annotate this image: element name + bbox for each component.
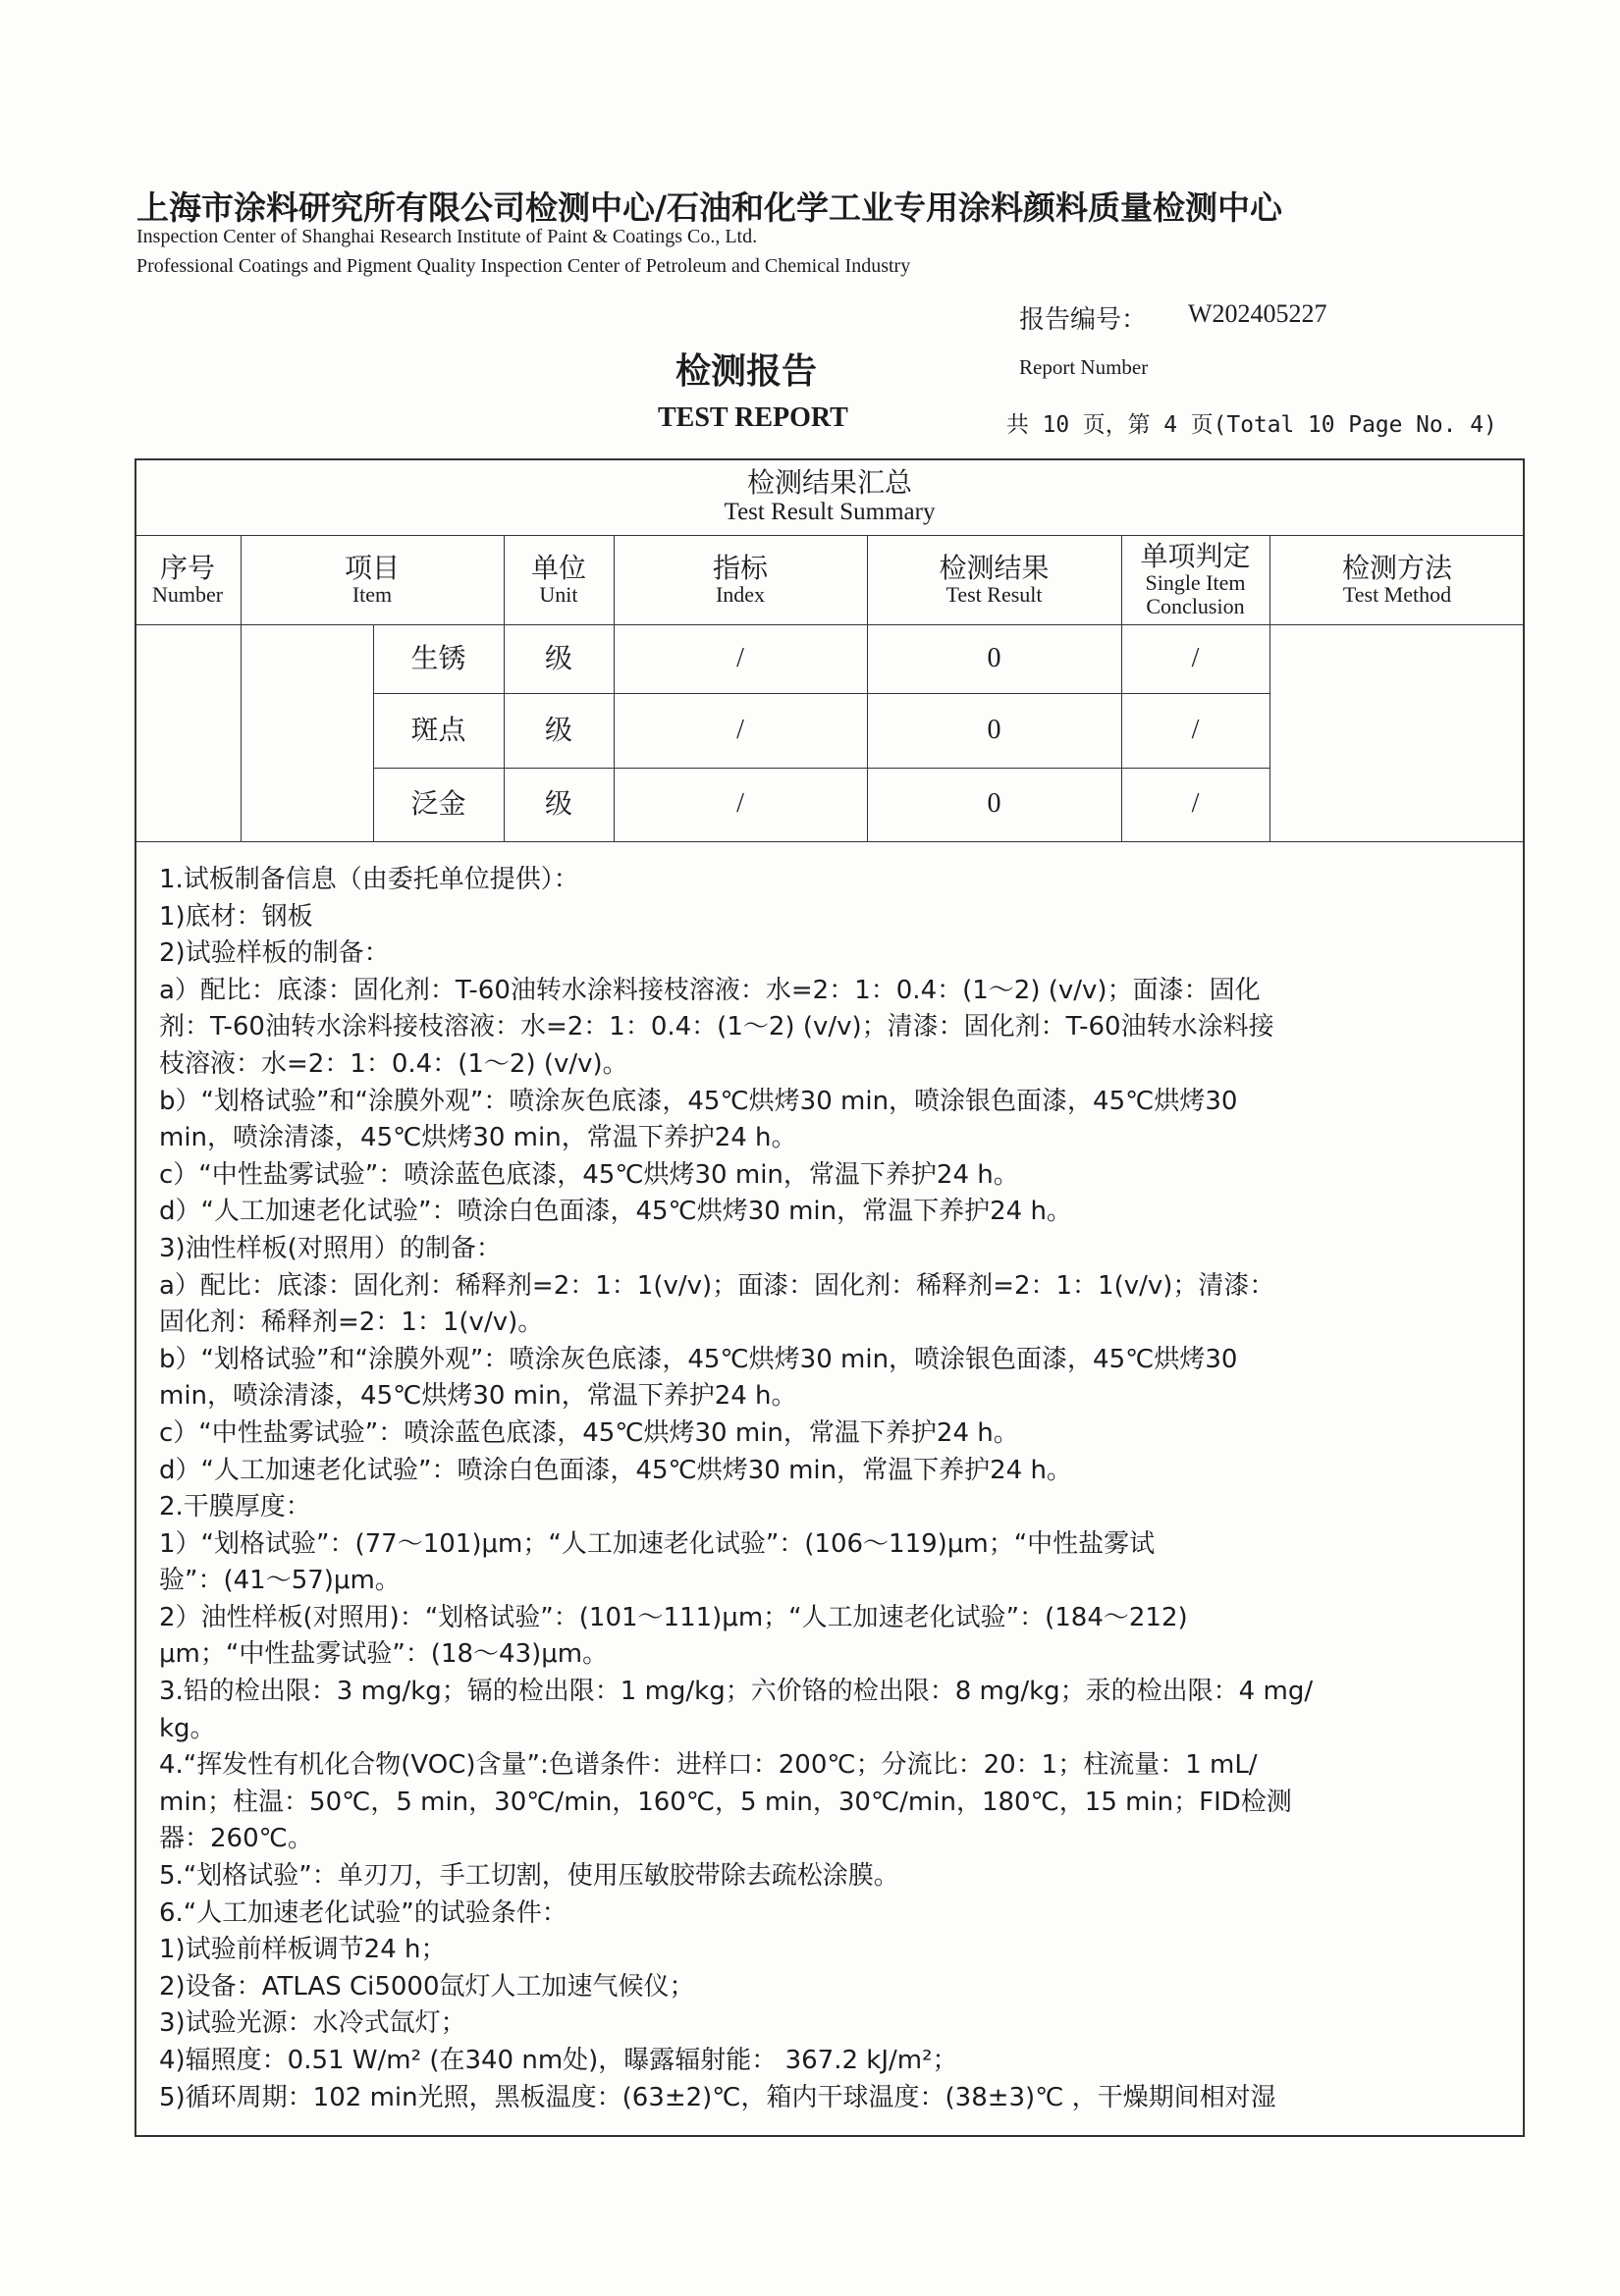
report-number-value: W202405227 — [1188, 299, 1327, 328]
column-header-cn: 单位 — [530, 551, 586, 584]
column-header-number — [135, 535, 241, 624]
note-line: 2)试验样板的制备： — [159, 938, 390, 969]
organization-name-cn: 上海市涂料研究所有限公司检测中心/石油和化学工业专用涂料颜料质量检测中心 — [136, 188, 1283, 227]
column-header-en: Test Result — [945, 581, 1043, 607]
note-line: c）“中性盐雾试验”：喷涂蓝色底漆，45℃烘烤30 min，常温下养护24 h。 — [159, 1159, 1019, 1190]
note-line: 3)油性样板(对照用）的制备： — [159, 1233, 502, 1263]
note-line: 验”：(41～57)μm。 — [159, 1566, 401, 1596]
note-line: b）“划格试验”和“涂膜外观”：喷涂灰色底漆，45℃烘烤30 min，喷涂银色面漆，45℃烘烤30 — [159, 1086, 1238, 1116]
table-cell-result: 0 — [987, 714, 1001, 745]
page-info: 共 10 页，第 4 页(Total 10 Page No. 4) — [1006, 412, 1497, 438]
column-header-en: Unit — [539, 581, 578, 607]
note-line: 3)试验光源：水冷式氙灯； — [159, 2008, 466, 2039]
note-line: 枝溶液：水=2：1：0.4：(1～2) (v/v)。 — [159, 1048, 628, 1079]
table-cell-result: 0 — [987, 642, 1001, 673]
column-header-cn: 单项判定 — [1140, 539, 1251, 572]
note-line: b）“划格试验”和“涂膜外观”：喷涂灰色底漆，45℃烘烤30 min，喷涂银色面漆，45℃烘烤30 — [159, 1344, 1238, 1374]
report-number-label-en: Report Number — [1019, 355, 1149, 379]
column-header-en: Single Item — [1145, 569, 1246, 595]
column-header-cn: 检测方法 — [1341, 551, 1452, 584]
table-cell-conclusion: / — [1191, 642, 1200, 673]
column-header-test-result — [867, 535, 1121, 624]
test-notes — [159, 862, 1514, 2116]
column-header-item — [241, 535, 504, 624]
note-line: a）配比：底漆：固化剂：T-60油转水涂料接枝溶液：水=2：1：0.4：(1～2) (v/v)；面漆：固化 — [159, 975, 1261, 1005]
table-cell-result: 0 — [987, 788, 1001, 820]
report-number-label: 报告编号： — [1019, 305, 1148, 335]
column-header-cn: 序号 — [159, 551, 215, 584]
note-line: min，喷涂清漆，45℃烘烤30 min，常温下养护24 h。 — [159, 1381, 797, 1412]
column-header-cn: 项目 — [344, 551, 400, 584]
table-cell-index: / — [736, 788, 744, 820]
note-line: c）“中性盐雾试验”：喷涂蓝色底漆，45℃烘烤30 min，常温下养护24 h。 — [159, 1417, 1019, 1448]
note-line: 1）“划格试验”：(77～101)μm；“人工加速老化试验”：(106～119)μm；“中性盐雾试 — [159, 1528, 1156, 1559]
summary-title-en: Test Result Summary — [724, 498, 936, 525]
column-header-cn: 指标 — [712, 551, 768, 584]
note-line: 器：260℃。 — [159, 1824, 313, 1854]
table-rule — [135, 841, 1525, 842]
table-cell-conclusion: / — [1191, 714, 1200, 745]
note-line: d）“人工加速老化试验”：喷涂白色面漆，45℃烘烤30 min，常温下养护24 h。 — [159, 1197, 1072, 1227]
note-line: 2.干膜厚度： — [159, 1492, 311, 1522]
column-header-unit — [504, 535, 614, 624]
report-title-en: TEST REPORT — [658, 402, 848, 433]
note-line: 剂：T-60油转水涂料接枝溶液：水=2：1：0.4：(1～2) (v/v)；清漆：固化剂：T-60油转水涂料接 — [159, 1012, 1274, 1042]
note-line: 1.试板制备信息（由委托单位提供）： — [159, 865, 579, 894]
note-line: 6.“人工加速老化试验”的试验条件： — [159, 1897, 567, 1928]
note-line: d）“人工加速老化试验”：喷涂白色面漆，45℃烘烤30 min，常温下养护24 h。 — [159, 1455, 1072, 1485]
column-header-cn: 检测结果 — [939, 551, 1050, 584]
column-header-en: Index — [715, 581, 766, 607]
table-cell-item: 生锈 — [410, 641, 466, 674]
column-header-en: Number — [151, 581, 224, 607]
table-cell-conclusion: / — [1191, 788, 1200, 820]
column-header-en: Test Method — [1342, 581, 1452, 607]
table-cell-index: / — [736, 642, 744, 673]
column-header-conclusion — [1121, 535, 1269, 624]
note-line: 5.“划格试验”：单刃刀，手工切割，使用压敏胶带除去疏松涂膜。 — [159, 1861, 899, 1892]
table-cell-index: / — [736, 714, 744, 745]
note-line: 2）油性样板(对照用)：“划格试验”：(101～111)μm；“人工加速老化试验”：(184～212) — [159, 1602, 1188, 1632]
column-header-en: Item — [351, 581, 393, 607]
report-title-cn: 检测报告 — [675, 351, 818, 392]
table-cell-unit: 级 — [544, 641, 572, 674]
summary-title-cn: 检测结果汇总 — [746, 466, 912, 500]
note-line: 2)设备：ATLAS Ci5000氙灯人工加速气候仪； — [159, 1971, 695, 2002]
note-line: μm；“中性盐雾试验”：(18～43)μm。 — [159, 1639, 609, 1670]
column-header-index — [614, 535, 867, 624]
summary-title — [135, 458, 1525, 535]
table-cell-unit: 级 — [544, 787, 572, 821]
note-line: 5)循环周期：102 min光照，黑板温度：(63±2)℃，箱内干球温度：(38±3)℃ ，干燥期间相对湿 — [159, 2082, 1276, 2112]
note-line: 固化剂：稀释剂=2：1：1(v/v)。 — [159, 1308, 544, 1338]
organization-name-en-1: Inspection Center of Shanghai Research Institute of Paint & Coatings Co., Ltd. — [136, 226, 758, 247]
note-line: min，喷涂清漆，45℃烘烤30 min，常温下养护24 h。 — [159, 1123, 797, 1153]
table-cell-unit: 级 — [544, 713, 572, 746]
organization-name-en-2: Professional Coatings and Pigment Quality Inspection Center of Petroleum and Chemical Industry — [136, 255, 911, 277]
note-line: min；柱温：50℃，5 min，30℃/min，160℃，5 min，30℃/min，180℃，15 min；FID检测 — [159, 1787, 1292, 1817]
note-line: kg。 — [159, 1713, 216, 1743]
note-line: 4)辐照度：0.51 W/m² (在340 nm处)，曝露辐射能： 367.2 kJ/m²； — [159, 2046, 958, 2075]
table-cell-item: 泛金 — [410, 787, 466, 821]
note-line: 3.铅的检出限：3 mg/kg；镉的检出限：1 mg/kg；六价铬的检出限：8 mg/kg；汞的检出限：4 mg/ — [159, 1677, 1314, 1707]
column-header-en: Conclusion — [1146, 593, 1245, 618]
table-cell-item: 斑点 — [410, 713, 466, 746]
note-line: 1)试验前样板调节24 h； — [159, 1935, 447, 1965]
note-line: a）配比：底漆：固化剂：稀释剂=2：1：1(v/v)；面漆：固化剂：稀释剂=2：1：1(v/v)；清漆： — [159, 1270, 1275, 1301]
note-line: 1)底材：钢板 — [159, 901, 313, 932]
column-header-test-method — [1269, 535, 1525, 624]
note-line: 4.“挥发性有机化合物(VOC)含量”:色谱条件：进样口：200℃；分流比：20：1；柱流量：1 mL/ — [159, 1750, 1258, 1781]
